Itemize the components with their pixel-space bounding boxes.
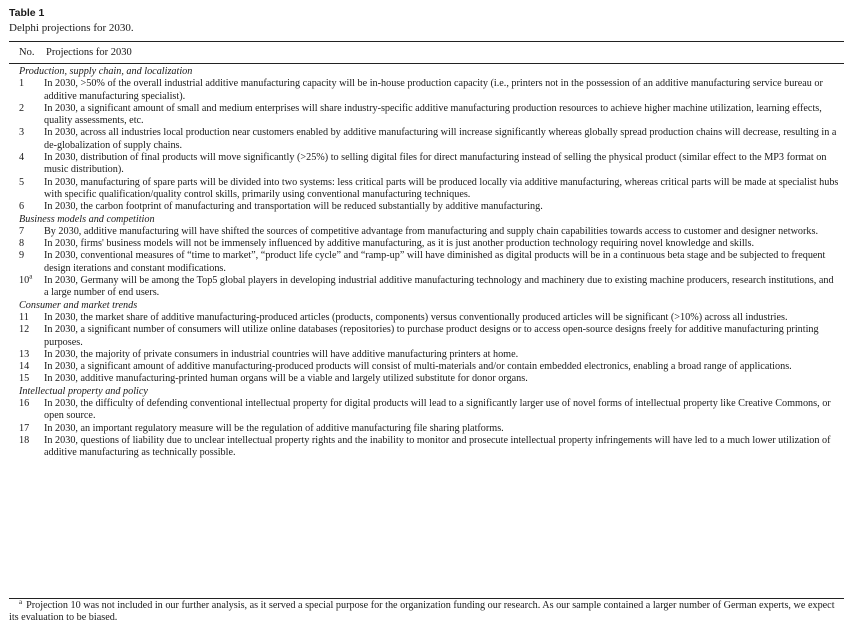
table-row — [9, 324, 844, 349]
projection-text: In 2030, the carbon footprint of manufacturing and transportation will be reduced substantially by additive manufacturing. — [44, 201, 543, 213]
projection-text: In 2030, the market share of additive manufacturing-produced articles (products, components) versus conventionally produced articles will be significant (>10%) across all industries. — [44, 311, 788, 323]
projection-text: In 2030, distribution of final products will move significantly (>25%) to selling digital files for direct manufacturing instead of selling the physical product (similar effect to the MP3 format on music distribution). — [44, 152, 827, 176]
projection-number: 17 — [19, 422, 30, 434]
table-caption: Delphi projections for 2030. — [9, 22, 134, 34]
table-row — [9, 177, 844, 202]
projection-text: In 2030, the difficulty of defending conventional intellectual property for digital products will lead to a significantly larger use of novel forms of intellectual property like Creative Commons, or open source. — [44, 398, 831, 422]
projection-number-cell — [9, 152, 44, 177]
projection-number: 12 — [19, 324, 30, 336]
projection-text: In 2030, additive manufacturing-printed human organs will be a viable and largely utilized substitute for donor organs. — [44, 373, 528, 385]
column-header-projection: Projections for 2030 — [46, 47, 132, 58]
projection-number-cell — [9, 398, 44, 423]
projection-text: In 2030, a significant amount of additive manufacturing-produced products will consist of multi-materials and/or contain embedded electronics, enabling a broad range of applications. — [44, 361, 792, 373]
projection-number-cell — [9, 272, 44, 300]
projection-number-cell — [9, 226, 44, 238]
bottom-rule — [9, 598, 844, 599]
projection-text: In 2030, a significant number of consumers will utilize online databases (repositories) to purchase product designs or to access open-source designs freely for additive manufacturing printing purposes. — [44, 324, 819, 348]
section-title: Business models and competition — [19, 213, 155, 225]
table-footnote — [9, 597, 844, 625]
projection-number: 15 — [19, 373, 30, 385]
projection-number: 6 — [19, 201, 25, 213]
projection-number: 11 — [19, 311, 29, 323]
projection-number-cell — [9, 349, 44, 361]
table-label: Table 1 — [9, 7, 45, 19]
projection-number-cell — [9, 177, 44, 202]
table-row — [9, 272, 844, 300]
projection-number: 13 — [19, 348, 30, 360]
table-row — [9, 361, 844, 373]
table-row — [9, 312, 844, 324]
projection-number: 8 — [19, 238, 25, 250]
table-row — [9, 250, 844, 275]
projection-number-cell — [9, 324, 44, 349]
table-row — [9, 152, 844, 177]
projection-number-cell — [9, 312, 44, 324]
projection-number: 2 — [19, 102, 25, 114]
section-title: Intellectual property and policy — [19, 385, 148, 397]
projection-text: In 2030, across all industries local production near customers enabled by additive manufacturing will increase significantly whereas globally spread production chains will decrease, resulting in a de-globalization of supply chains. — [44, 127, 837, 151]
projection-number-cell — [9, 423, 44, 435]
projection-number-cell — [9, 78, 44, 103]
table-row — [9, 435, 844, 460]
projection-text: In 2030, an important regulatory measure will be the regulation of additive manufacturing file sharing platforms. — [44, 422, 504, 434]
projection-number-cell — [9, 238, 44, 250]
column-header-no: No. — [19, 47, 35, 58]
projection-text: In 2030, firms' business models will not be immensely influenced by additive manufacturing, as it is just another production technology requiring novel knowledge and skills. — [44, 238, 755, 250]
projection-number-cell — [9, 127, 44, 152]
projection-text: In 2030, Germany will be among the Top5 global players in developing industrial additive manufacturing technology and machinery due to existing machine producers, research institutions, and a large number of end users. — [44, 275, 834, 299]
footnote-mark: a — [19, 597, 23, 606]
table-row — [9, 78, 844, 103]
projection-number: 1 — [19, 78, 25, 90]
footnote-marker: a — [29, 272, 33, 281]
section-title: Consumer and market trends — [19, 299, 138, 311]
table-body — [9, 66, 844, 460]
projection-number-cell — [9, 361, 44, 373]
table-row — [9, 103, 844, 128]
projection-number-cell — [9, 435, 44, 460]
table-row — [9, 423, 844, 435]
table-row — [9, 201, 844, 213]
top-rule — [9, 41, 844, 42]
table-row — [9, 238, 844, 250]
header-rule — [9, 63, 844, 64]
projection-text: In 2030, questions of liability due to unclear intellectual property rights and the inability to monitor and prosecute intellectual property infringements will have led to a much lower utilization of additive manufacturing as technically possible. — [44, 434, 831, 459]
projection-number-cell — [9, 103, 44, 128]
section-title: Production, supply chain, and localization — [19, 66, 193, 77]
projection-number: 3 — [19, 127, 25, 139]
footnote-text: Projection 10 was not included in our further analysis, as it served a special purpose for the organization funding our research. As our sample contained a larger number of German experts, we expect its evaluation to be biased. — [9, 600, 835, 624]
projection-text: By 2030, additive manufacturing will have shifted the sources of competitive advantage from manufacturing and supply chain capabilities towards access to customer and designer networks. — [44, 225, 819, 237]
projection-text: In 2030, a significant amount of small and medium enterprises will share industry-specific additive manufacturing production resources to achieve higher machine utilization, learning effects, quality assessments, etc. — [44, 102, 822, 127]
table-row — [9, 226, 844, 238]
table-row — [9, 349, 844, 361]
projection-text: In 2030, the majority of private consumers in industrial countries will have additive manufacturing printers at home. — [44, 348, 519, 360]
table-row — [9, 398, 844, 423]
projection-number: 7 — [19, 225, 25, 237]
projection-number: 9 — [19, 250, 25, 262]
projection-number-cell — [9, 201, 44, 213]
projection-text: In 2030, conventional measures of “time to market”, “product life cycle” and “ramp-up” will have diminished as digital products will be in a continuous beta stage and be subjected to frequent design iterations and constant modifications. — [44, 250, 826, 274]
projection-number: 14 — [19, 361, 30, 373]
projection-number: 16 — [19, 398, 30, 410]
projection-number: 10 — [19, 275, 30, 287]
table-row — [9, 373, 844, 385]
projection-text: In 2030, manufacturing of spare parts will be divided into two systems: less critical parts will be produced locally via additive manufacturing, whereas critical parts will be made at specialist hubs with specific qualification/quality control skills, primarily using conventional manufacturing techniques. — [44, 176, 839, 200]
projection-text: In 2030, >50% of the overall industrial additive manufacturing capacity will be in-house production capacity (i.e., printers not in the possession of an additive manufacturing service bureau or additive manufacturing specialist). — [44, 78, 823, 102]
projection-number-cell — [9, 373, 44, 385]
projection-number-cell — [9, 250, 44, 275]
projection-number: 4 — [19, 152, 25, 164]
projection-number: 18 — [19, 434, 30, 446]
table-row — [9, 127, 844, 152]
projection-number: 5 — [19, 176, 25, 188]
